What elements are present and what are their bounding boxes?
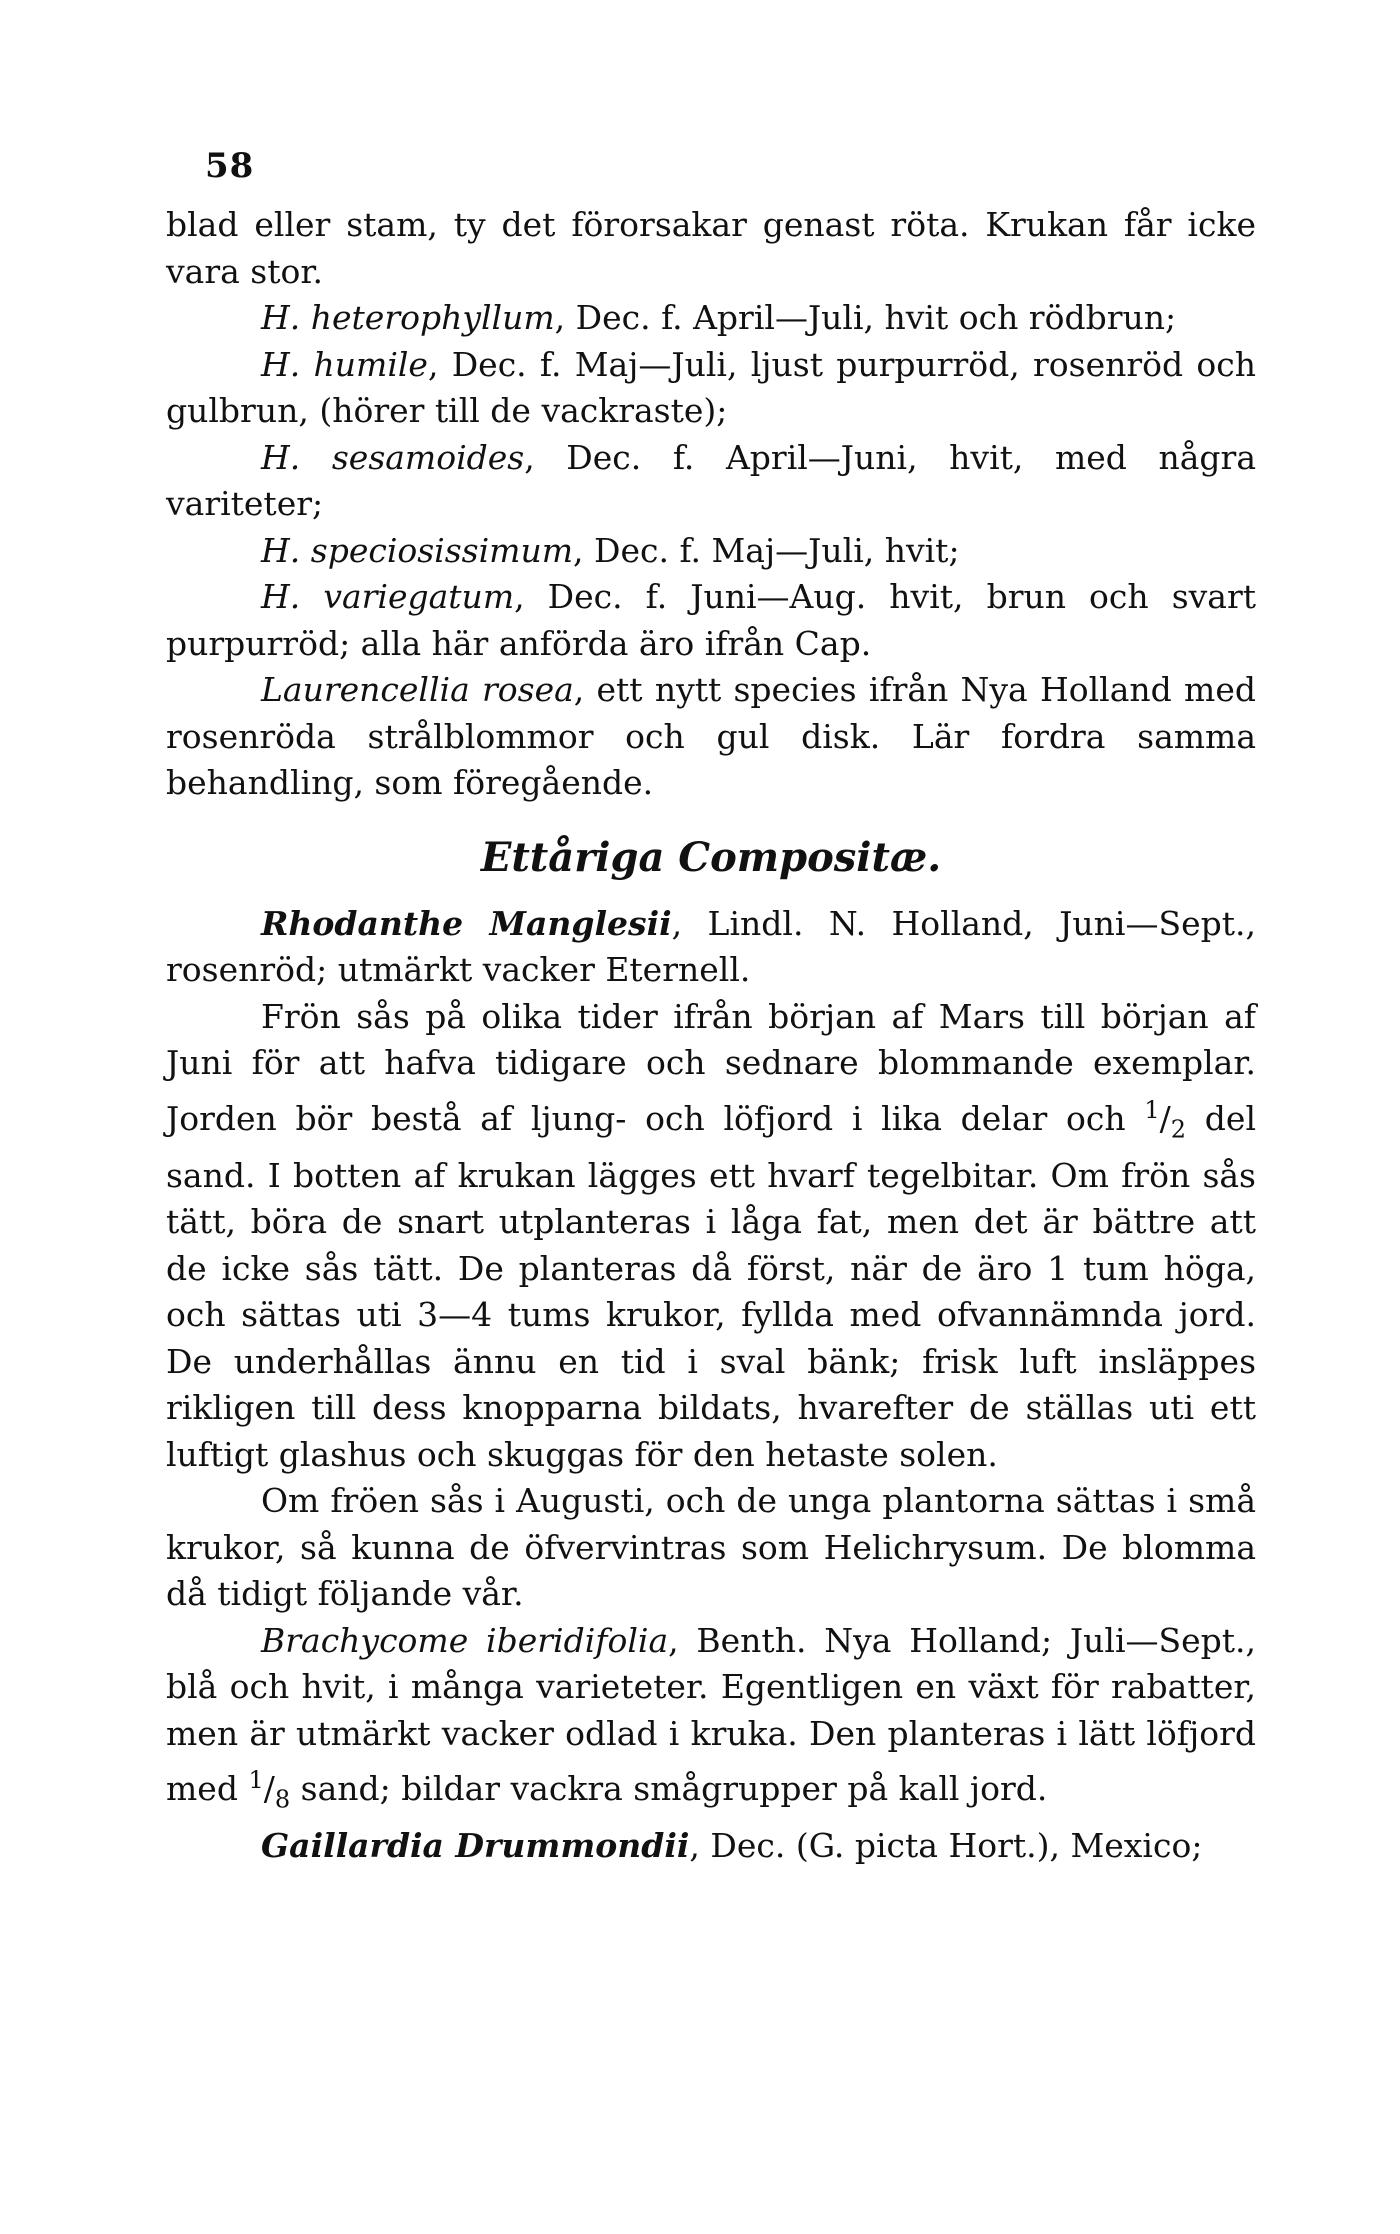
species-description: sand; bildar vackra smågrupper på kall jord. — [290, 1769, 1048, 1809]
species-name: Gaillardia Drummondii — [261, 1826, 690, 1866]
species-entry — [166, 1823, 1256, 1870]
species-entry — [166, 901, 1256, 994]
species-entry — [166, 667, 1256, 807]
species-description: , Dec. f. April—Juli, hvit och rödbrun; — [554, 298, 1177, 337]
paragraph-text: Frön sås på olika tider ifrån början af Mars till början af Juni för att hafva tidigare och sednare blommande exemplar. Jorden bör bestå af ljung- och löfjord i lika delar och — [166, 996, 1256, 1138]
species-entry — [166, 528, 1256, 575]
species-name: H. speciosissimum — [261, 530, 574, 570]
species-description: , Dec. f. Maj—Juli, ljust purpurröd, rosenröd och gulbrun, (hörer till de vackraste); — [166, 344, 1256, 430]
fraction-numerator: 1 — [1144, 1095, 1160, 1124]
fraction-numerator: 1 — [248, 1766, 264, 1795]
species-description: , Dec. f. Maj—Juli, hvit; — [573, 530, 960, 570]
species-entry — [166, 342, 1256, 435]
fraction-denominator: 2 — [1170, 1115, 1187, 1144]
species-name: H. heterophyllum — [261, 298, 555, 337]
species-entry — [166, 435, 1256, 528]
page-number: 58 — [205, 146, 255, 186]
species-description: , Dec. f. Juni—Aug. hvit, brun och svart purpurröd; alla här anförda äro ifrån Cap. — [166, 577, 1256, 663]
species-description: , Benth. Nya Holland; Juli—Sept., blå och hvit, i många varieteter. Egentligen en växt för rabatter, men är utmärkt vacker odlad i kruka. Den planteras i lätt löfjord med — [166, 1620, 1256, 1809]
fraction: $^1/_2$ — [1144, 1095, 1187, 1144]
species-name: H. humile — [261, 344, 428, 384]
page-body — [166, 202, 1256, 1870]
species-name: Laurencellia rosea — [261, 670, 574, 709]
species-name: H. sesamoides — [261, 437, 525, 477]
species-description: , Dec. f. April—Juni, hvit, med några variteter; — [166, 437, 1256, 523]
paragraph — [166, 994, 1256, 1479]
species-name: Rhodanthe Manglesii — [261, 903, 672, 943]
paragraph-text: del sand. I botten af krukan lägges ett hvarf tegelbitar. Om frön sås tätt, böra de snart utplanteras i låga fat, men det är bättre att de icke sås tätt. De planteras då först, när de äro 1 tum höga, och sättas uti 3—4 tums krukor, fyllda med ofvannämnda jord. De underhållas ännu en tid i sval bänk; frisk luft insläppes rikligen till dess knopparna bildats, hvarefter de ställas uti ett luftigt glashus och skuggas för den hetaste solen. — [166, 1098, 1256, 1474]
species-entry — [166, 1618, 1256, 1824]
species-name: H. variegatum — [261, 577, 515, 616]
paragraph: Om fröen sås i Augusti, och de unga plantorna sättas i små krukor, så kunna de öfvervintras som Helichrysum. De blomma då tidigt följande vår. — [166, 1481, 1256, 1614]
paragraph: blad eller stam, ty det förorsakar genast röta. Krukan får icke vara stor. — [166, 205, 1256, 291]
species-name: Brachycome iberidifolia — [261, 1620, 669, 1660]
species-entry — [166, 574, 1256, 667]
fraction: $^1/_8$ — [248, 1766, 291, 1814]
species-description: , Dec. (G. picta Hort.), Mexico; — [689, 1826, 1203, 1866]
species-entry — [166, 295, 1256, 342]
species-description: , ett nytt species ifrån Nya Holland med rosenröda strålblommor och gul disk. Lär fordra samma behandling, som föregående. — [166, 670, 1256, 802]
section-heading: Ettåriga Compositæ. — [480, 833, 942, 881]
species-description: , Lindl. N. Holland, Juni—Sept., rosenröd; utmärkt vacker Eternell. — [166, 903, 1256, 989]
fraction-denominator: 8 — [274, 1785, 291, 1814]
